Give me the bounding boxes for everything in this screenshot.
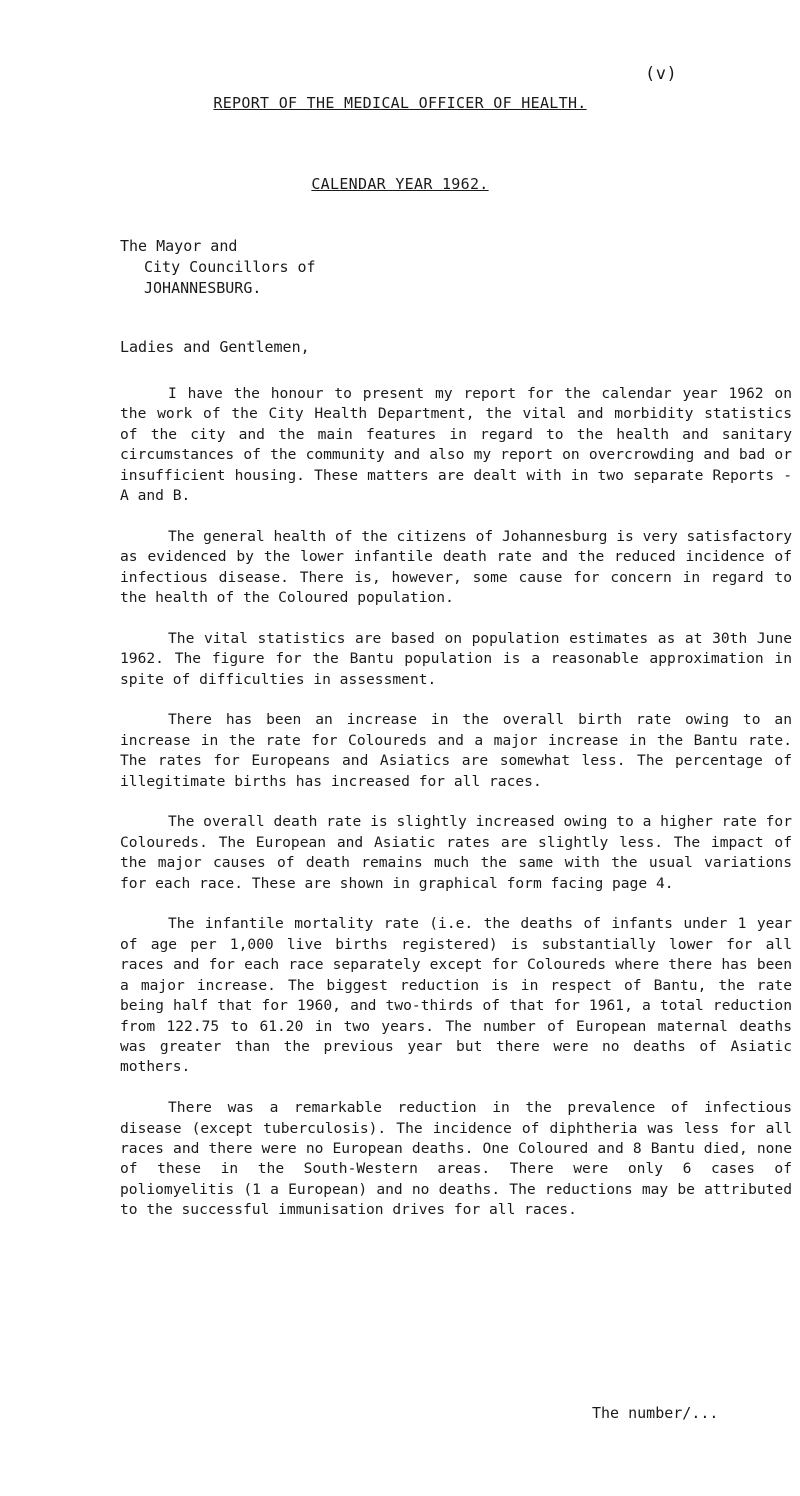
calendar-year-heading: CALENDAR YEAR 1962. [311, 175, 489, 193]
catchword: The number/... [592, 1404, 719, 1422]
page-number: (v) [645, 64, 678, 84]
paragraph: The infantile mortality rate (i.e. the deaths of infants under 1 year of age per 1,000 live births registered) is substantially lower for all races and for each race separately except for Coloureds where there has been a major increase. The biggest reduction is in respect of Bantu, the rate being half that for 1960, and two-thirds of that for 1961, a total reduction from 122.75 to 61.20 in two years. The number of European maternal deaths was greater than the previous year but there were no deaths of Asiatic mothers. [120, 915, 792, 1076]
address-line: City Councillors of [144, 258, 316, 276]
paragraph: The general health of the citizens of Johannesburg is very satisfactory as evidenced by the lower infantile death rate and the reduced incidence of infectious disease. There is, however, some cause for concern in regard to the health of the Coloured population. [120, 527, 792, 607]
paragraph: The vital statistics are based on population estimates as at 30th June 1962. The figure for the Bantu population is a reasonable approximation in spite of difficulties in assessment. [120, 629, 792, 688]
salutation: Ladies and Gentlemen, [120, 338, 310, 356]
address-line: JOHANNESBURG. [144, 279, 262, 297]
report-heading: REPORT OF THE MEDICAL OFFICER OF HEALTH. [213, 94, 587, 112]
address-block [120, 236, 316, 299]
paragraph: I have the honour to present my report for the calendar year 1962 on the work of the City Health Department, the vital and morbidity statistics of the city and the main features in regard to the health and sanitary circumstances of the community and also my report on overcrowding and bad or insufficient housing. These matters are dealt with in two separate Reports - A and B. [120, 385, 792, 505]
paragraph: There was a remarkable reduction in the prevalence of infectious disease (except tuberculosis). The incidence of diphtheria was less for all races and there were no European deaths. One Coloured and 8 Bantu died, none of these in the South-Western areas. There were only 6 cases of poliomyelitis (1 a European) and no deaths. The reductions may be attributed to the successful immunisation drives for all races. [120, 1099, 792, 1219]
report-body [120, 384, 792, 1241]
paragraph: There has been an increase in the overall birth rate owing to an increase in the rate for Coloureds and a major increase in the Bantu rate. The rates for Europeans and Asiatics are somewhat less. The percentage of illegitimate births has increased for all races. [120, 711, 792, 790]
address-line: The Mayor and [120, 237, 238, 255]
paragraph: The overall death rate is slightly increased owing to a higher rate for Coloureds. The European and Asiatic rates are slightly less. The impact of the major causes of death remains much the same with the usual variations for each race. These are shown in graphical form facing page 4. [120, 813, 792, 892]
